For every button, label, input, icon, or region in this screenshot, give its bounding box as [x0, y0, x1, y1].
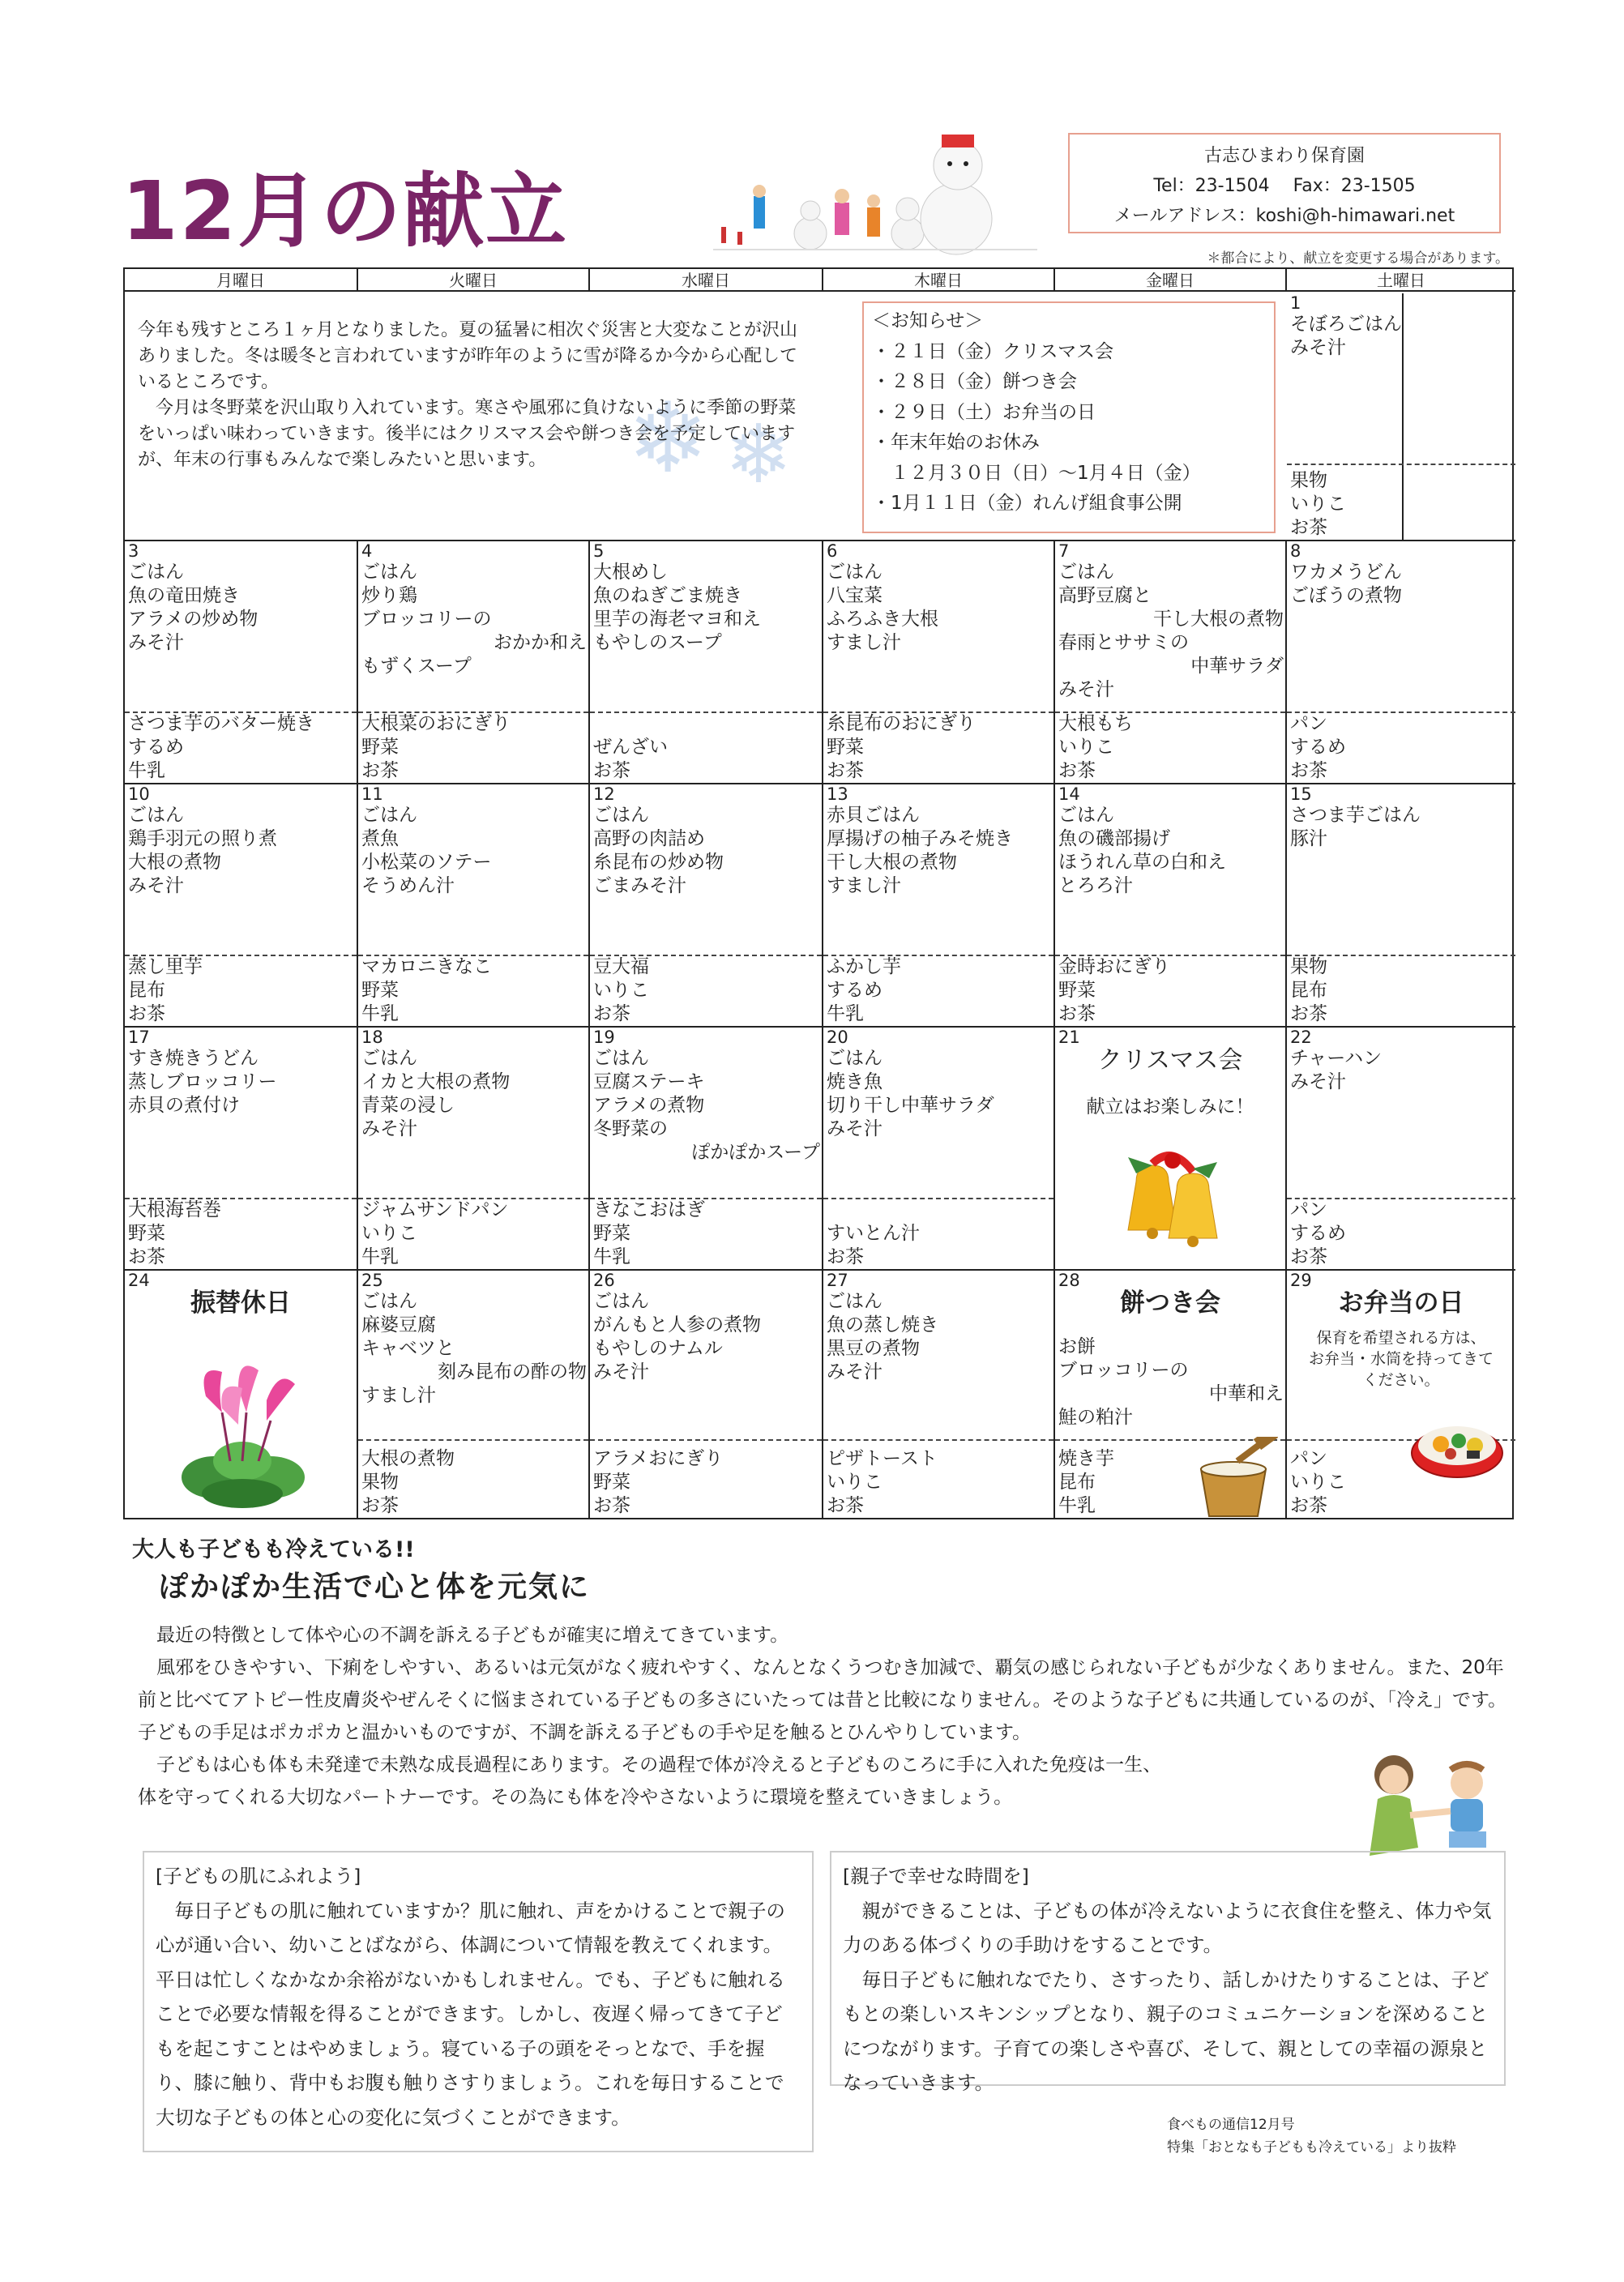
- day-number: 3: [128, 541, 139, 561]
- lunch-line: ぽかぽかスープ: [691, 1142, 820, 1163]
- day-number: 17: [128, 1028, 150, 1047]
- lunch-line: すき焼きうどん 蒸しブロッコリー 赤貝の煮付け: [128, 1048, 277, 1116]
- snack-menu: パン するめ お茶: [1290, 1199, 1346, 1267]
- day-cell: [358, 1028, 590, 1271]
- lunch-line: ごはん 八宝菜 ふろふき大根 すまし汁: [827, 562, 938, 653]
- day-number: 11: [361, 784, 383, 804]
- weekday-header: 木曜日: [823, 269, 1055, 292]
- day-number: 14: [1058, 784, 1080, 804]
- cyclamen-flower-icon: [173, 1348, 311, 1510]
- day-number: 8: [1290, 541, 1301, 561]
- lunch-line: おかか和え: [494, 632, 587, 653]
- lunch-line: 大根めし 魚のねぎごま焼き 里芋の海老マヨ和え もやしのスープ: [593, 562, 761, 653]
- article-kicker: 大人も子どもも冷えている!!: [132, 1537, 415, 1562]
- day-number: 19: [593, 1028, 615, 1047]
- lunch-line: ワカメうどん ごぼうの煮物: [1290, 562, 1402, 606]
- lunch-line: ごはん 炒り鶏 ブロッコリーの: [361, 562, 492, 630]
- day-number: 4: [361, 541, 373, 561]
- snack-menu: さつま芋のバター焼き するめ 牛乳: [128, 713, 314, 781]
- divider: [590, 712, 822, 713]
- lunch-line: もずくスープ: [361, 656, 472, 677]
- day-cell: [358, 541, 590, 784]
- day-number: 7: [1058, 541, 1070, 561]
- divider: [823, 1439, 1053, 1441]
- snack-menu: 蒸し里芋 昆布 お茶: [128, 956, 203, 1024]
- snack-menu: マカロニきなこ 野菜 牛乳: [361, 956, 492, 1024]
- lunch-menu: [361, 561, 587, 678]
- day-number: 6: [827, 541, 838, 561]
- day-number: 28: [1058, 1271, 1080, 1290]
- event-note: 保育を希望される方は、 お弁当・水筒を持ってきて ください。: [1308, 1329, 1494, 1389]
- snack-menu: 大根の煮物 果物 お茶: [361, 1448, 455, 1516]
- day-number: 5: [593, 541, 605, 561]
- lunch-menu: [1290, 804, 1514, 851]
- lunch-line: 干し大根の煮物: [1153, 609, 1284, 630]
- divider: [1287, 464, 1515, 465]
- day-cell: [1055, 541, 1287, 784]
- lunch-menu: [827, 1290, 1052, 1384]
- snack-menu: 大根菜のおにぎり 野菜 お茶: [361, 713, 511, 781]
- weekday-header: 土曜日: [1287, 269, 1515, 292]
- weekday-header: 月曜日: [125, 269, 358, 292]
- day-number: 27: [827, 1271, 848, 1290]
- lunch-line: ごはん 魚の磯部揚げ ほうれん草の白和え とろろ汁: [1058, 805, 1226, 896]
- day-cell: [823, 1028, 1055, 1271]
- lunch-menu: [361, 1047, 587, 1141]
- weekday-header: 金曜日: [1055, 269, 1287, 292]
- bento-box-icon: [1408, 1408, 1506, 1481]
- intro-cell: [125, 293, 1404, 541]
- lunch-line: 赤貝ごはん 厚揚げの柚子みそ焼き 干し大根の煮物 すまし汁: [827, 805, 1013, 896]
- lunch-line: すまし汁: [361, 1385, 436, 1406]
- lunch-line: ごはん 高野豆腐と: [1058, 562, 1152, 606]
- lunch-line: ごはん 鶏手羽元の照り煮 大根の煮物 みそ汁: [128, 805, 277, 896]
- lunch-line: ごはん 豆腐ステーキ アラメの煮物 冬野菜の: [593, 1048, 705, 1139]
- change-note: ＊都合により、献立を変更する場合があります。: [1207, 250, 1509, 267]
- day-cell: [125, 541, 358, 784]
- day-number: 25: [361, 1271, 383, 1290]
- day-number: 22: [1290, 1028, 1312, 1047]
- day-cell: [823, 784, 1055, 1028]
- divider: [590, 1439, 822, 1441]
- snack-menu: きなこおはぎ 野菜 牛乳: [593, 1199, 705, 1267]
- email: メールアドレス：koshi@h-himawari.net: [1113, 206, 1455, 226]
- day-cell: [1055, 784, 1287, 1028]
- contact-box: [1068, 133, 1501, 233]
- article-title: ぽかぽか生活で心と体を元気に: [159, 1570, 591, 1604]
- event-title: 振替休日: [190, 1288, 291, 1318]
- skin-contact-box: [子どもの肌にふれよう] 毎日子どもの肌に触れていますか？肌に触れ、声をかけることで親子の心が通い合い、幼いことばながら、体調について情報を教えてくれます。平日は忙しくなかなか余裕がないかもしれません。でも、子どもに触れることで必要な情報を得ることができます。しかし、夜遅く帰ってきて子どもを起こすことはやめましょう。寝ている子の頭をそっとなで、手を握り、膝に触り、背中もお腹も触りさすりましょう。これを毎日することで大切な子どもの体と心の変化に気づくことができます。: [143, 1851, 814, 2152]
- snack-menu: ジャムサンドパン いりこ 牛乳: [361, 1199, 509, 1267]
- event-title: お弁当の日: [1338, 1288, 1464, 1318]
- day-number: 21: [1058, 1028, 1080, 1047]
- day-cell: [358, 1271, 590, 1518]
- day-number: 1: [1290, 293, 1301, 313]
- day-cell: [1055, 1271, 1287, 1518]
- snack-menu: 豆大福 いりこ お茶: [593, 956, 649, 1024]
- lunch-menu: [593, 1047, 820, 1165]
- day-cell: [358, 784, 590, 1028]
- day-cell: [1287, 1271, 1515, 1518]
- day-cell: [125, 1028, 358, 1271]
- snack-menu: 大根もち いりこ お茶: [1058, 713, 1133, 781]
- snack-menu: ピザトースト いりこ お茶: [827, 1448, 938, 1516]
- lunch-line: 春雨とササミの: [1058, 632, 1189, 653]
- parent-child-illustration: [1353, 1742, 1515, 1864]
- day-cell: [590, 1271, 823, 1518]
- lunch-menu: [593, 804, 820, 898]
- lunch-line: 中華和え: [1209, 1383, 1284, 1404]
- day-number: 29: [1290, 1271, 1312, 1290]
- snack-menu: すいとん汁 お茶: [827, 1223, 920, 1267]
- day-number: 13: [827, 784, 848, 804]
- divider: [823, 1198, 1053, 1199]
- day-cell: [590, 784, 823, 1028]
- snack-menu: ふかし芋 するめ 牛乳: [827, 956, 901, 1024]
- snack-menu: 果物 いりこ お茶: [1290, 470, 1346, 538]
- day-cell: [590, 541, 823, 784]
- snack-menu: 果物 昆布 お茶: [1290, 956, 1327, 1024]
- event-title: 餅つき会: [1120, 1288, 1220, 1318]
- snack-menu: パン いりこ お茶: [1290, 1448, 1346, 1516]
- lunch-menu: [1058, 804, 1284, 898]
- lunch-menu: [1058, 1335, 1284, 1429]
- lunch-menu: [1290, 561, 1514, 608]
- day-number: 15: [1290, 784, 1312, 804]
- day-cell: [823, 541, 1055, 784]
- lunch-line: ごはん 魚の蒸し焼き 黒豆の煮物 みそ汁: [827, 1291, 938, 1382]
- divider: [358, 1439, 588, 1441]
- weekday-header: 水曜日: [590, 269, 823, 292]
- day-cell: [1287, 541, 1515, 784]
- lunch-line: ごはん がんもと人参の煮物 もやしのナムル みそ汁: [593, 1291, 761, 1382]
- lunch-menu: [361, 804, 587, 898]
- lunch-line: お餅 ブロッコリーの: [1058, 1336, 1189, 1381]
- source-credit: 食べもの通信12月号 特集「おとなも子どもも冷えている」より抜粋: [1167, 2117, 1456, 2156]
- lunch-line: ごはん 高野の肉詰め 糸昆布の炒め物 ごまみそ汁: [593, 805, 724, 896]
- lunch-menu: [361, 1290, 587, 1408]
- notice-box: ＜お知らせ＞ ・２１日（金）クリスマス会 ・２８日（金）餅つき会 ・２９日（土）お弁当の日 ・年末年始のお休み １２月３０日（日）～1月４日（金） ・1月１１日（金）れんげ組食事公開: [862, 301, 1276, 533]
- lunch-menu: [1290, 1047, 1514, 1094]
- day-cell: [125, 784, 358, 1028]
- article-body: 最近の特徴として体や心の不調を訴える子どもが確実に増えてきています。 風邪をひきやすい、下痢をしやすい、あるいは元気がなく疲れやすく、なんとなくうつむき加減で、覇気の感じられない子どもが少なくありません。また、20年前と比べてアトピー性皮膚炎やぜんそくに悩まされている子どもの多さにいたっては昔と比較になりません。そのような子どもに共通しているのが、「冷え」です。子どもの手足はポカポカと温かいものですが、不調を訴える子どもの手や足を触るとひんやりしています。 子どもは心も体も未発達で未熟な成長過程にあります。その過程で体が冷えると子どものころに手に入れた免疫は一生、 体を守ってくれる大切なパートナーです。その為にも体を冷やさないように環境を整えていきましょう。: [138, 1625, 1507, 1808]
- school-name: 古志ひまわり保育園: [1203, 146, 1365, 166]
- lunch-menu: [593, 561, 820, 655]
- christmas-bells-icon: [1104, 1149, 1242, 1263]
- day-number: 24: [128, 1271, 150, 1290]
- mochi-mortar-icon: [1189, 1437, 1278, 1518]
- day-number: 18: [361, 1028, 383, 1047]
- day-cell: [590, 1028, 823, 1271]
- lunch-line: チャーハン みそ汁: [1290, 1048, 1383, 1092]
- snack-menu: パン するめ お茶: [1290, 713, 1346, 781]
- event-title: クリスマス会: [1097, 1046, 1243, 1075]
- snack-menu: 焼き芋 昆布 牛乳: [1058, 1448, 1114, 1516]
- snowman-illustration: [713, 130, 1053, 259]
- lunch-menu: [1058, 561, 1284, 702]
- weekday-header: 火曜日: [358, 269, 590, 292]
- intro-text: 今年も残すところ１ヶ月となりました。夏の猛暑に相次ぐ災害と大変なことが沢山ありました。冬は暖冬と言われていますが昨年のように雪が降るか今から心配しているところです。 今月は冬野菜を沢山取り入れています。寒さや風邪に負けないように季節の野菜をいっぱい味わっていきます。後半にはクリスマス会や餅つき会を予定していますが、年末の行事もみんなで楽しみたいと思います。: [138, 320, 798, 470]
- day-cell: [1287, 784, 1515, 1028]
- page-title: 12月の献立: [122, 164, 569, 259]
- day-cell: [125, 1271, 358, 1518]
- lunch-line: 刻み昆布の酢の物: [438, 1361, 587, 1382]
- lunch-line: ごはん 麻婆豆腐 キャベツと: [361, 1291, 455, 1359]
- day-cell: [1055, 1028, 1287, 1271]
- lunch-menu: [128, 561, 355, 655]
- day-cell: [1287, 1028, 1515, 1271]
- day-number: 26: [593, 1271, 615, 1290]
- day-cell: [1287, 293, 1515, 541]
- day-number: 20: [827, 1028, 848, 1047]
- lunch-line: ごはん イカと大根の煮物 青菜の浸し みそ汁: [361, 1048, 511, 1139]
- snack-menu: 大根海苔巻 野菜 お茶: [128, 1199, 221, 1267]
- lunch-menu: [593, 1290, 820, 1384]
- day-number: 10: [128, 784, 150, 804]
- lunch-menu: [128, 1047, 355, 1117]
- day-cell: [823, 1271, 1055, 1518]
- lunch-menu: [827, 804, 1052, 898]
- snowflake-icon: ❄: [627, 382, 709, 495]
- lunch-menu: [827, 1047, 1052, 1141]
- lunch-line: さつま芋ごはん 豚汁: [1290, 805, 1421, 849]
- lunch-line: 中華サラダ: [1190, 656, 1284, 677]
- lunch-menu: そぼろごはん みそ汁: [1290, 314, 1402, 358]
- snack-menu: ぜんざい お茶: [593, 737, 668, 781]
- snack-menu: アラメおにぎり 野菜 お茶: [593, 1448, 724, 1516]
- lunch-line: ごはん 煮魚 小松菜のソテー そうめん汁: [361, 805, 492, 896]
- happy-time-box: [親子で幸せな時間を] 親ができることは、子どもの体が冷えないように衣食住を整え、体力や気力のある体づくりの手助けをすることです。 毎日子どもに触れなでたり、さすったり、話しかけたりすることは、子どもとの楽しいスキンシップとなり、親子のコミュニケーションを深めることにつながります。子育ての楽しさや喜び、そして、親としての幸福の源泉となっていきます。: [830, 1851, 1506, 2086]
- event-note: 献立はお楽しみに！: [1086, 1096, 1254, 1117]
- tel-fax: Tel：23-1504 Fax：23-1505: [1153, 176, 1416, 196]
- lunch-line: ごはん 焼き魚 切り干し中華サラダ みそ汁: [827, 1048, 994, 1139]
- snack-menu: 金時おにぎり 野菜 お茶: [1058, 956, 1170, 1024]
- lunch-line: 鮭の粕汁: [1058, 1407, 1133, 1428]
- lunch-menu: [128, 804, 355, 898]
- day-number: 12: [593, 784, 615, 804]
- snack-menu: 糸昆布のおにぎり 野菜 お茶: [827, 713, 976, 781]
- lunch-line: みそ汁: [1058, 679, 1114, 700]
- lunch-line: ごはん 魚の竜田焼き アラメの炒め物 みそ汁: [128, 562, 259, 653]
- lunch-menu: [827, 561, 1052, 655]
- menu-calendar: [123, 267, 1514, 1519]
- snowflake-icon: ❄: [724, 407, 793, 502]
